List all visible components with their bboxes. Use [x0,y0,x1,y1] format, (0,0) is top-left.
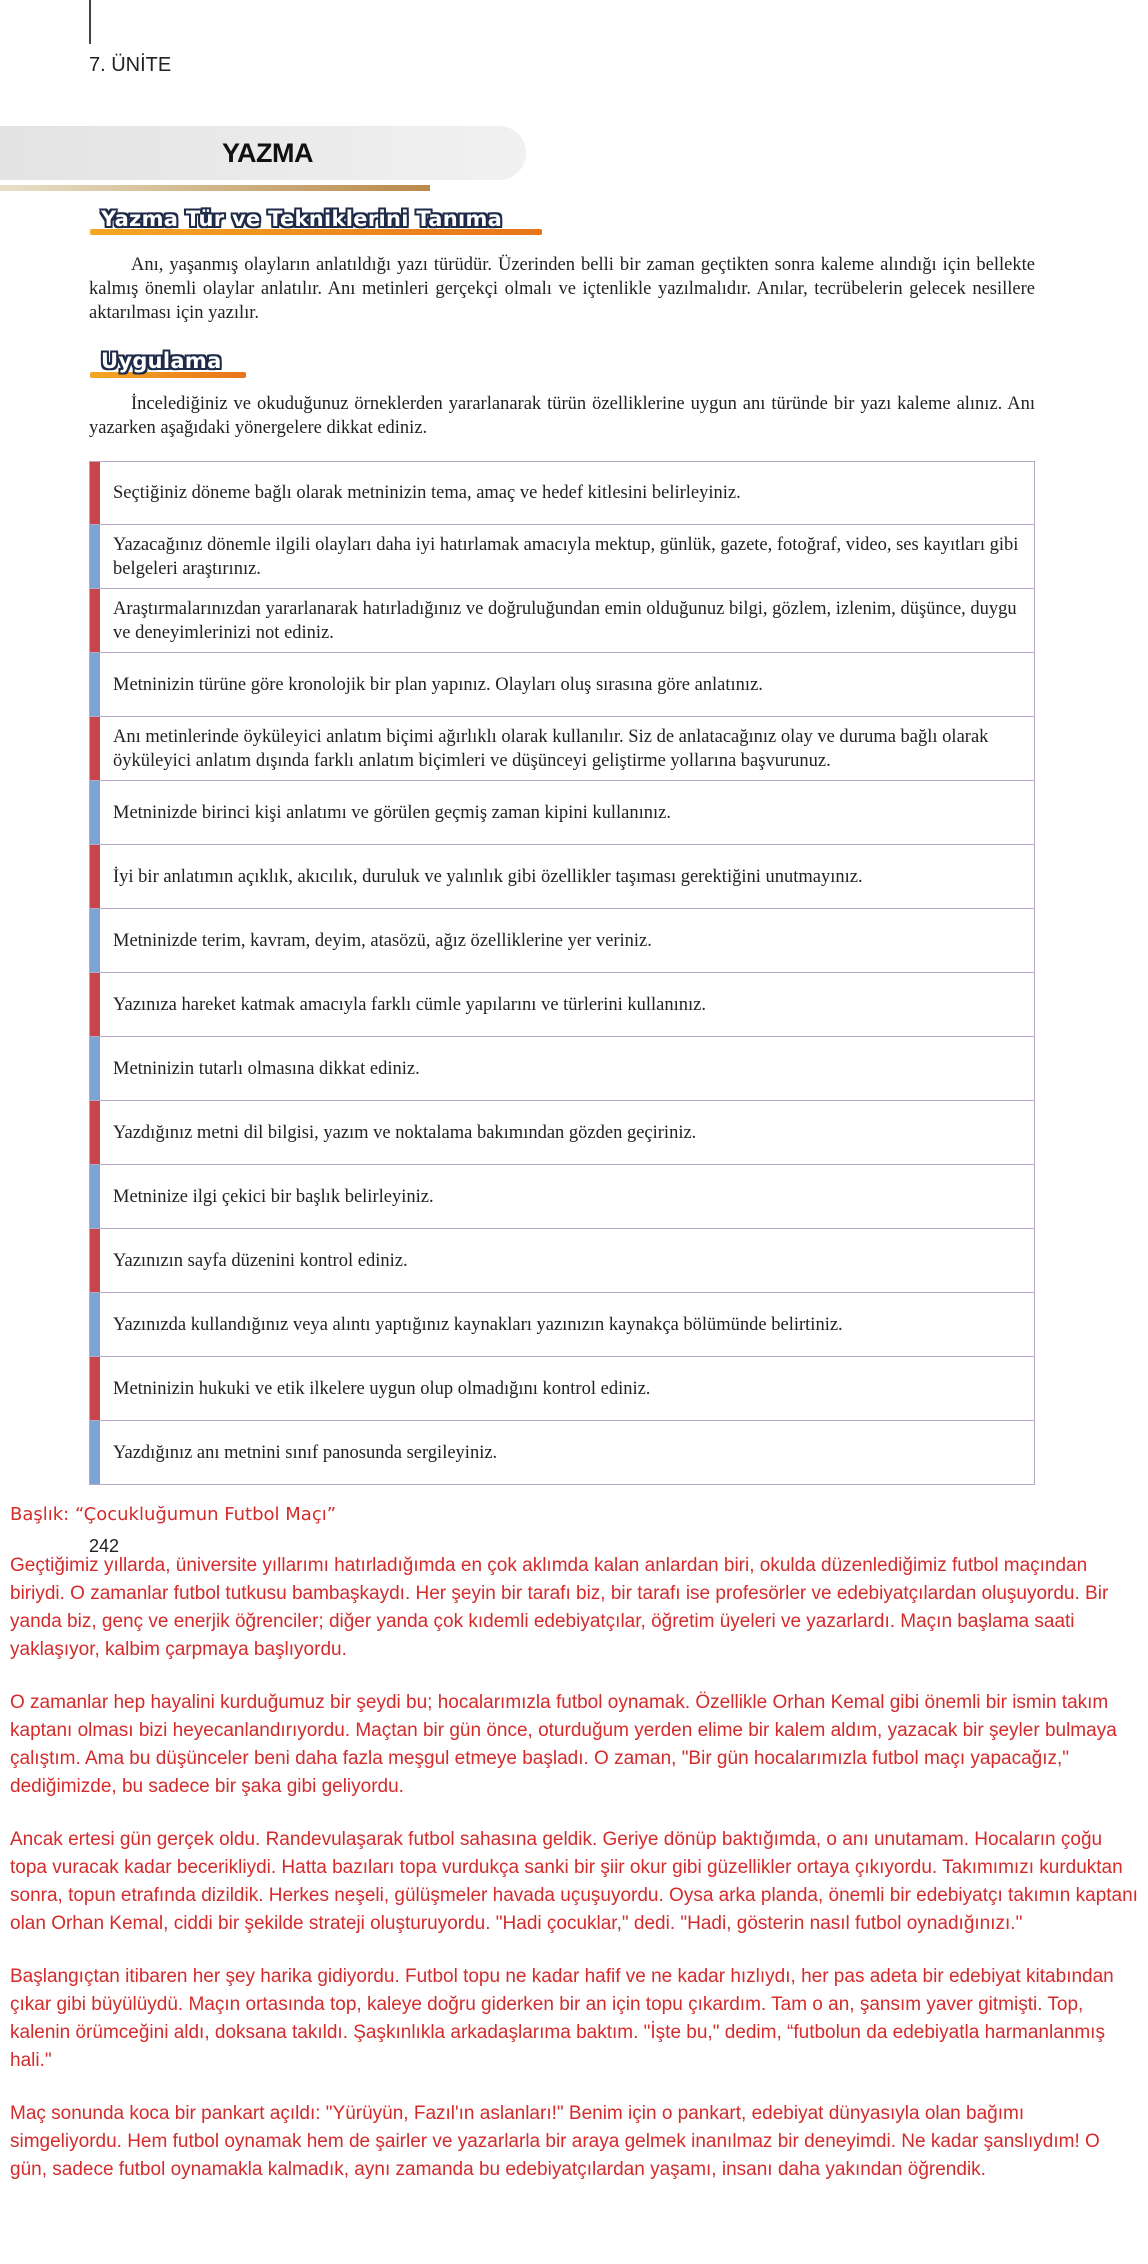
guideline-item [89,589,1035,653]
guideline-item [89,845,1035,909]
guideline-color-mark [90,1165,100,1228]
guideline-item [89,1037,1035,1101]
guideline-item [89,909,1035,973]
guideline-color-mark [90,1357,100,1420]
guideline-color-mark [90,1037,100,1100]
intro-paragraph [89,253,1035,325]
guideline-item [89,1101,1035,1165]
guideline-text: Metninize ilgi çekici bir başlık belirleyiniz. [113,1186,434,1207]
guideline-text: Yazdığınız metni dil bilgisi, yazım ve noktalama bakımından gözden geçiriniz. [113,1122,697,1143]
instruction-text: İncelediğiniz ve okuduğunuz örneklerden yararlanarak türün özelliklerine uygun anı türünde bir yazı kaleme alınız. Anı yazarken aşağıdaki yönergelere dikkat ediniz. [89,394,1035,438]
guideline-color-mark [90,781,100,844]
guideline-item [89,973,1035,1037]
guideline-text: Yazacağınız dönemle ilgili olayları daha iyi hatırlamak amacıyla mektup, günlük, gazete, fotoğraf, video, ses kayıtları gibi belgeleri araştırınız. [113,534,1019,579]
guideline-list [89,461,1035,1485]
guideline-text: Anı metinlerinde öyküleyici anlatım biçimi ağırlıklı olarak kullanılır. Siz de anlatacağınız olay ve duruma bağlı olarak öyküleyici anlatım dışında farklı anlatım biçimleri ve düşünceyi geliştirme yollarına başvurunuz. [113,726,989,771]
guideline-item [89,1165,1035,1229]
title-underline [0,185,430,191]
guideline-text: Araştırmalarınızdan yararlanarak hatırladığınız ve doğruluğundan emin olduğunuz bilgi, gözlem, izlenim, düşünce, duygu ve deneyimlerinizi not ediniz. [113,598,1017,643]
guideline-text: Metninizin tutarlı olmasına dikkat ediniz. [113,1058,420,1079]
guideline-text: Yazdığınız anı metnini sınıf panosunda sergileyiniz. [113,1442,498,1463]
guideline-text: Seçtiğiniz döneme bağlı olarak metninizin tema, amaç ve hedef kitlesini belirleyiniz. [113,483,741,503]
top-rule [89,0,91,44]
guideline-item [89,717,1035,781]
banner-heading-yazma-tur: Yazma Tür ve Tekniklerini Tanıma [101,207,503,231]
guideline-color-mark [90,525,100,588]
guideline-item [89,1229,1035,1293]
story-body [10,1552,1138,2209]
guideline-item [89,1293,1035,1357]
banner-heading-uygulama: Uygulama [101,349,222,373]
guideline-color-mark [90,589,100,652]
guideline-item [89,525,1035,589]
guideline-color-mark [90,1229,100,1292]
page-number: 242 [89,1536,120,1556]
guideline-text: Metninizde terim, kavram, deyim, atasözü, ağız özelliklerine yer veriniz. [113,930,652,951]
guideline-color-mark [90,845,100,908]
guideline-item [89,653,1035,717]
story-paragraph: Geçtiğimiz yıllarda, üniversite yıllarımı hatırladığımda en çok aklımda kalan anlardan biri, okulda düzenlediğimiz futbol maçından biriydi. O zamanlar futbol tutkusu bambaşkaydı. Her şeyin bir tarafı biz, bir tarafı ise profesörler ve edebiyatçılardan oluşuyordu. Bir yanda biz, genç ve enerjik öğrenciler; diğer yanda çok kıdemli edebiyatçılar, öğretim üyeleri ve yazarlardı. Maçın başlama saati yaklaşıyor, kalbim çarpmaya başlıyordu. [10,1555,1109,1660]
guideline-color-mark [90,909,100,972]
guideline-color-mark [90,462,100,524]
instruction-paragraph [89,392,1035,440]
story-paragraph: O zamanlar hep hayalini kurduğumuz bir şeydi bu; hocalarımızla futbol oynamak. Özellikle Orhan Kemal gibi önemli bir ismin takım kaptanı olması bizi heyecanlandırıyordu. Maçtan bir gün önce, oturduğum yerden elime bir kalem aldım, yazacak bir şeyler bulmaya çalıştım. Ama bu düşünceler beni daha fazla meşgul etmeye başladı. O zaman, "Bir gün hocalarımızla futbol maçı yapacağız," dediğimizde, bu sadece bir şaka gibi geliyordu. [10,1692,1117,1797]
guideline-color-mark [90,1421,100,1484]
guideline-text: Yazınızın sayfa düzenini kontrol ediniz. [113,1250,408,1271]
story-paragraph: Başlangıçtan itibaren her şey harika gidiyordu. Futbol topu ne kadar hafif ve ne kadar hızlıydı, her pas adeta bir edebiyat kitabından çıkar gibi büyülüydü. Maçın ortasında top, kaleye doğru giderken bir an için topu çıkardım. Tam o an, şansım yaver gitmişti. Top, kalenin örümceğini aldı, doksana takıldı. Şaşkınlıkla arkadaşlarıma baktım. "İşte bu," dedim, “futbolun da edebiyatla harmanlanmış hali." [10,1966,1114,2071]
story-paragraph: Ancak ertesi gün gerçek oldu. Randevulaşarak futbol sahasına geldik. Geriye dönüp baktığımda, o anı unutamam. Hocaların çoğu topa vuracak kadar becerikliydi. Hatta bazıları topa vurdukça sanki bir şiir okur gibi güzellikler ortaya çıkıyordu. Takımımızı kurduktan sonra, topun etrafında dizildik. Herkes neşeli, gülüşmeler havada uçuşuyordu. Oysa arka planda, önemli bir edebiyatçı takımın kaptanı olan Orhan Kemal, ciddi bir şekilde strateji oluşturuyordu. "Hadi çocuklar," dedi. "Hadi, gösterin nasıl futbol oynadığınızı." [10,1829,1138,1934]
story-paragraph: Maç sonunda koca bir pankart açıldı: "Yürüyün, Fazıl'ın aslanları!" Benim için o pankart, edebiyat dünyasıyla olan bağımı simgeliyordu. Hem futbol oynamak hem de şairler ve yazarlarla bir araya gelmek inanılmaz bir deneyimdi. Ne kadar şanslıydım! O gün, sadece futbol oynamakla kalmadık, aynı zamanda bu edebiyatçılardan yaşamı, insanı daha yakından öğrendik. [10,2103,1100,2180]
guideline-item [89,1357,1035,1421]
section-title: YAZMA [222,138,314,168]
guideline-item [89,1421,1035,1485]
guideline-color-mark [90,973,100,1036]
guideline-color-mark [90,1101,100,1164]
guideline-text: Yazınızda kullandığınız veya alıntı yaptığınız kaynakları yazınızın kaynakça bölümünde belirtiniz. [113,1314,843,1335]
guideline-color-mark [90,653,100,716]
intro-text: Anı, yaşanmış olayların anlatıldığı yazı türüdür. Üzerinden belli bir zaman geçtikten sonra kaleme alındığı için bellekte kalmış önemli olaylar anlatılır. Anı metinleri gerçekçi olmalı ve içtenlikle yazılmalıdır. Anılar, tecrübelerin gelecek nesillere aktarılması için yazılır. [89,255,1035,323]
guideline-text: Metninizde birinci kişi anlatımı ve görülen geçmiş zaman kipini kullanınız. [113,802,671,823]
story-title: Başlık: “Çocukluğumun Futbol Maçı” [10,1504,337,1525]
guideline-color-mark [90,717,100,780]
guideline-text: Yazınıza hareket katmak amacıyla farklı cümle yapılarını ve türlerini kullanınız. [113,994,706,1015]
guideline-text: İyi bir anlatımın açıklık, akıcılık, duruluk ve yalınlık gibi özellikler taşıması gerektiğini unutmayınız. [113,866,863,887]
unit-label: 7. ÜNİTE [89,54,172,76]
guideline-text: Metninizin hukuki ve etik ilkelere uygun olup olmadığını kontrol ediniz. [113,1378,651,1399]
guideline-color-mark [90,1293,100,1356]
guideline-text: Metninizin türüne göre kronolojik bir plan yapınız. Olayları oluş sırasına göre anlatınız. [113,674,763,695]
guideline-item [89,781,1035,845]
guideline-item [89,461,1035,525]
